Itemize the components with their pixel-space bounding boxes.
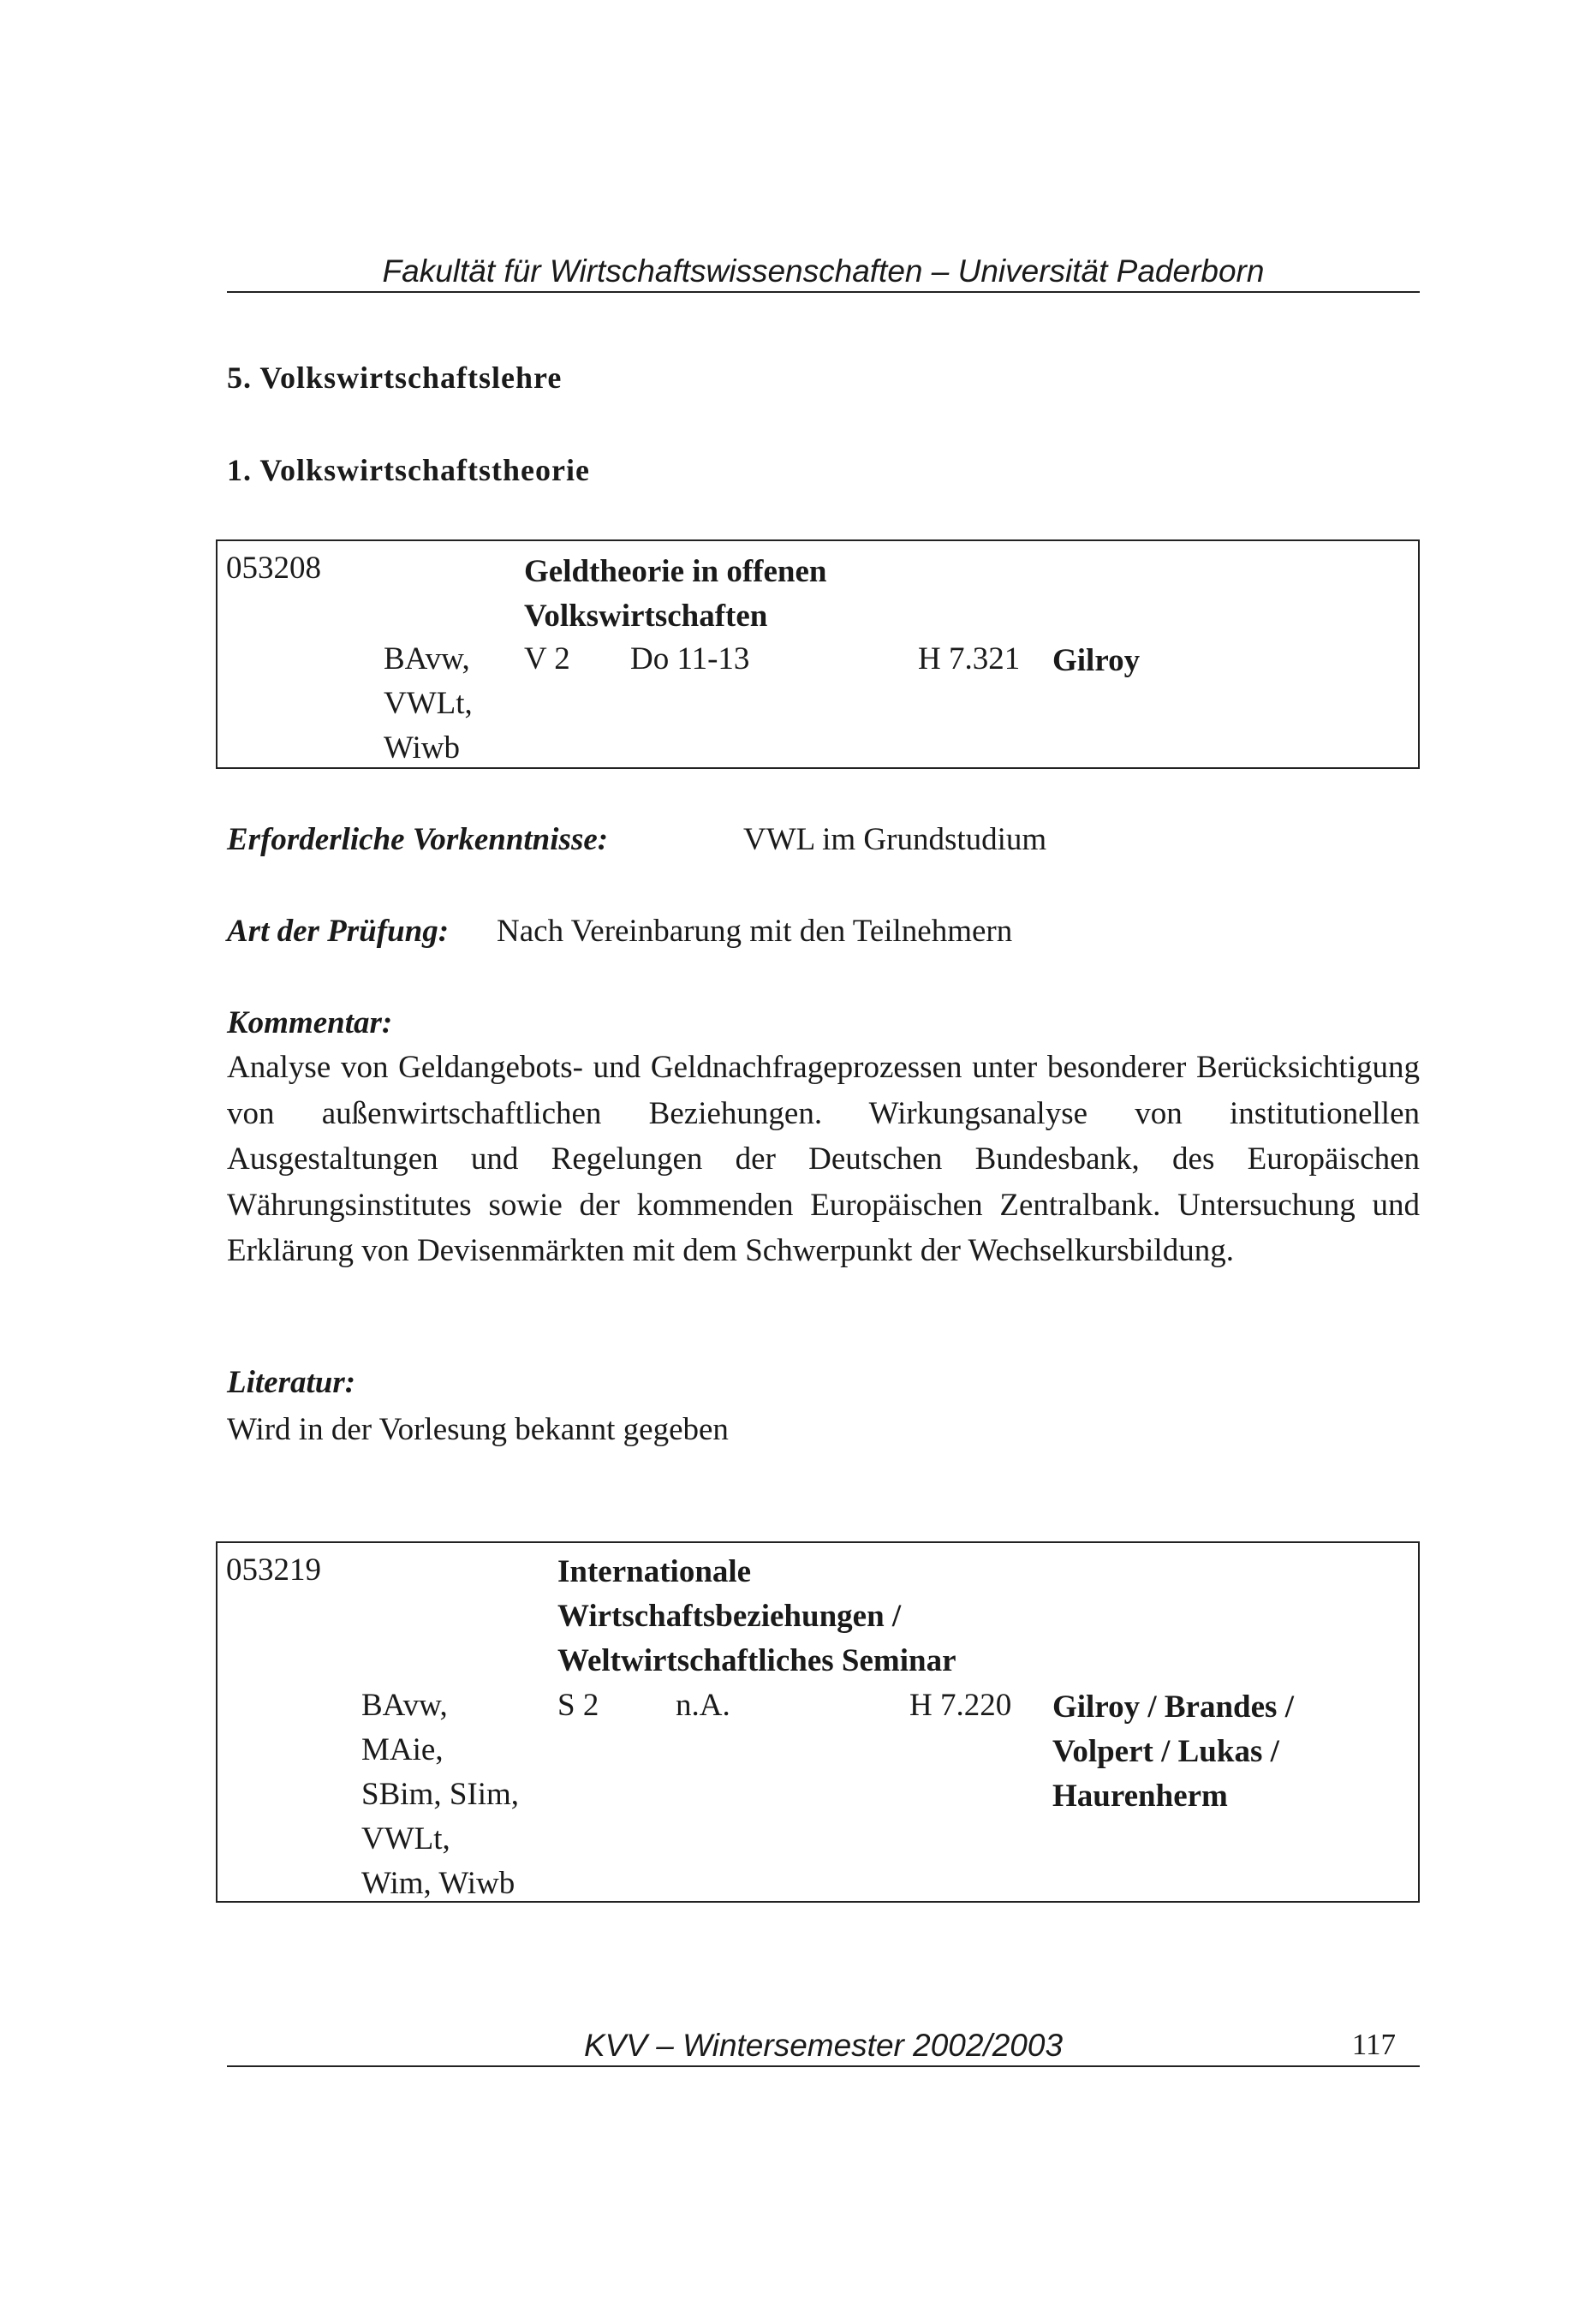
course-program: Wim, Wiwb xyxy=(361,1866,515,1901)
course-program: SBim, SIim, xyxy=(361,1777,520,1812)
course-program: BAvw, xyxy=(384,641,470,676)
course-title-line: Geldtheorie in offenen xyxy=(524,554,827,589)
comment-label: Kommentar: xyxy=(227,1005,393,1040)
literature-label: Literatur: xyxy=(227,1365,356,1400)
course-room: H 7.321 xyxy=(918,641,1021,676)
course-program: VWLt, xyxy=(384,686,473,721)
course-program: VWLt, xyxy=(361,1821,450,1856)
comment-text: Analyse von Geldangebots- und Geldnachfrageprozessen unter besonderer Berücksichtigung von außenwirtschaftlichen Beziehungen. Wirkungsanalyse von institutionellen Ausgestaltungen und Regelungen der Deutschen Bundesbank, des Europäischen Währungsinstitutes sowie der kommenden Europäischen Zentralbank. Untersuchung und Erklärung von Devisenmärkten mit dem Schwerpunkt der Wechselkursbildung. xyxy=(227,1050,1420,1268)
course-type: V 2 xyxy=(524,641,570,676)
course-title-line: Volkswirtschaften xyxy=(524,599,768,634)
course-type: S 2 xyxy=(557,1688,599,1723)
course-room: H 7.220 xyxy=(909,1688,1012,1723)
literature-text: Wird in der Vorlesung bekannt gegeben xyxy=(227,1412,729,1447)
course-program: BAvw, xyxy=(361,1688,448,1723)
course-program: Wiwb xyxy=(384,730,460,766)
page-number: 117 xyxy=(1351,2028,1396,2061)
course-title-line: Wirtschaftsbeziehungen / xyxy=(557,1599,902,1634)
course-number: 053219 xyxy=(226,1552,321,1588)
course-program: MAie, xyxy=(361,1732,444,1767)
course-lecturer-line: Volpert / Lukas / xyxy=(1052,1734,1279,1769)
course-box-053208 xyxy=(216,539,1420,769)
course-title-line: Weltwirtschaftliches Seminar xyxy=(557,1643,956,1678)
page-footer xyxy=(227,2028,1420,2067)
exam-value: Nach Vereinbarung mit den Teilnehmern xyxy=(497,914,1013,949)
subsection-title: 1. Volkswirtschaftstheorie xyxy=(227,453,590,487)
course-time: Do 11-13 xyxy=(630,641,750,676)
course-lecturer-line: Gilroy / Brandes / xyxy=(1052,1689,1294,1725)
course-number: 053208 xyxy=(226,551,321,586)
course-title-line: Internationale xyxy=(557,1554,752,1589)
course-lecturer: Gilroy xyxy=(1052,643,1141,678)
course-box-053219 xyxy=(216,1541,1420,1903)
prerequisites-label: Erforderliche Vorkenntnisse: xyxy=(227,822,609,857)
course-time: n.A. xyxy=(676,1688,730,1723)
page-header: Fakultät für Wirtschaftswissenschaften – Universität Paderborn xyxy=(227,253,1420,293)
footer-title: KVV – Wintersemester 2002/2003 xyxy=(583,2028,1064,2063)
section-title: 5. Volkswirtschaftslehre xyxy=(227,361,563,395)
exam-label: Art der Prüfung: xyxy=(227,914,450,949)
prerequisites-value: VWL im Grundstudium xyxy=(743,822,1047,857)
course-lecturer-line: Haurenherm xyxy=(1052,1779,1228,1814)
